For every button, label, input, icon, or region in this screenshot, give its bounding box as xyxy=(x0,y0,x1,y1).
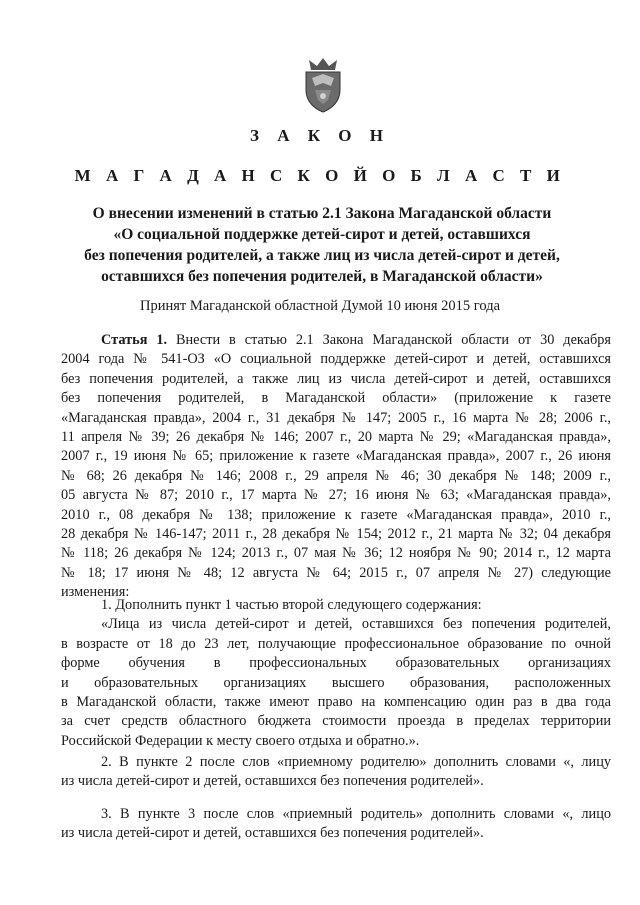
heading-line: «О социальной поддержке детей-сирот и детей, оставшихся xyxy=(113,226,531,243)
coat-of-arms-icon xyxy=(301,56,345,114)
paragraph-line: Российской Федерации к месту своего отдыха и обратно.». xyxy=(61,732,420,749)
paragraph-line: без попечения родителей, в Магаданской области» (приложение к газете xyxy=(61,390,611,407)
adoption-note: Принят Магаданской областной Думой 10 июня 2015 года xyxy=(139,298,501,314)
region-title: М А Г А Д А Н С К О Й О Б Л А С Т И xyxy=(74,166,566,185)
paragraph-line: № 18; 17 июня № 48; 12 августа № 64; 2015 г., 07 апреля № 27) следующие xyxy=(61,564,611,581)
document-type-title: З А К О Н xyxy=(249,126,391,145)
item-1-intro: 1. Дополнить пункт 1 частью второй следующего содержания: xyxy=(101,597,482,613)
paragraph-line: 3. В пункте 3 после слов «приемный родитель» дополнить словами «, лицо xyxy=(101,806,611,822)
paragraph-line: из числа детей-сирот и детей, оставшихся без попечения родителей». xyxy=(61,773,484,790)
paragraph-line: 2010 г., 08 декабря № 138; приложение к газете «Магаданская правда», 2010 г., xyxy=(61,506,611,523)
paragraph-line: № 118; 26 декабря № 124; 2013 г., 07 мая № 36; 12 ноября № 90; 2014 г., 12 марта xyxy=(61,545,611,562)
paragraph-line: изменения: xyxy=(61,584,130,601)
heading-line: без попечения родителей, а также лиц из числа детей-сирот и детей, xyxy=(84,247,560,264)
paragraph-line: из числа детей-сирот и детей, оставшихся без попечения родителей». xyxy=(61,825,484,842)
law-heading xyxy=(40,203,604,287)
paragraph-line: 05 августа № 87; 2010 г., 17 марта № 27; 16 июня № 63; «Магаданская правда», xyxy=(61,487,611,504)
article-1-paragraph xyxy=(61,331,611,603)
paragraph-line: форме обучения в профессиональных образовательных организациях xyxy=(61,655,611,672)
article-label: Статья 1. xyxy=(101,332,168,348)
paragraph-line: «Магаданская правда», 2004 г., 31 декабря № 147; 2005 г., 16 марта № 28; 2006 г., xyxy=(61,409,611,426)
paragraph-line: за счет средств областного бюджета стоимости проезда в пределах территории xyxy=(61,713,611,730)
paragraph-line: 28 декабря № 146-147; 2011 г., 28 декабря № 154; 2012 г., 21 марта № 32; 04 декабря xyxy=(61,526,611,543)
item-1-paragraph xyxy=(61,596,611,751)
paragraph-line: № 68; 26 декабря № 146; 2008 г., 29 апреля № 46; 30 декабря № 148; 2009 г., xyxy=(61,467,611,484)
item-2-paragraph xyxy=(61,753,611,792)
paragraph-line: 2004 года № 541-ОЗ «О социальной поддержке детей-сирот и детей, оставшихся xyxy=(61,351,611,368)
paragraph-line xyxy=(61,331,611,350)
paragraph-line: «Лица из числа детей-сирот и детей, оставшихся без попечения родителей, xyxy=(101,616,611,633)
coat-of-arms-emblem xyxy=(301,56,345,114)
paragraph-line: в возрасте от 18 до 23 лет, получающие профессиональное образование по очной xyxy=(61,635,611,652)
paragraph-line: в Магаданской области, также имеют право на компенсацию один раз в два года xyxy=(61,694,611,711)
paragraph-line: 2007 г., 19 июня № 65; приложение к газете «Магаданская правда», 2007 г., 26 июня xyxy=(61,448,611,465)
paragraph-line: без попечения родителей, а также лиц из числа детей-сирот и детей, оставшихся xyxy=(61,370,611,387)
heading-line: оставшихся без попечения родителей, в Магаданской области» xyxy=(101,268,543,285)
heading-line: О внесении изменений в статью 2.1 Закона Магаданской области xyxy=(92,205,552,222)
item-3-paragraph xyxy=(61,805,611,844)
paragraph-line: и образовательных организациях высшего образования, расположенных xyxy=(61,674,611,691)
paragraph-line: 2. В пункте 2 после слов «приемному родителю» дополнить словами «, лицу xyxy=(101,754,611,770)
paragraph-line: 11 апреля № 39; 26 декабря № 146; 2007 г., 20 марта № 29; «Магаданская правда», xyxy=(61,429,611,446)
article-first-line: Внести в статью 2.1 Закона Магаданской области от 30 декабря xyxy=(176,332,611,348)
